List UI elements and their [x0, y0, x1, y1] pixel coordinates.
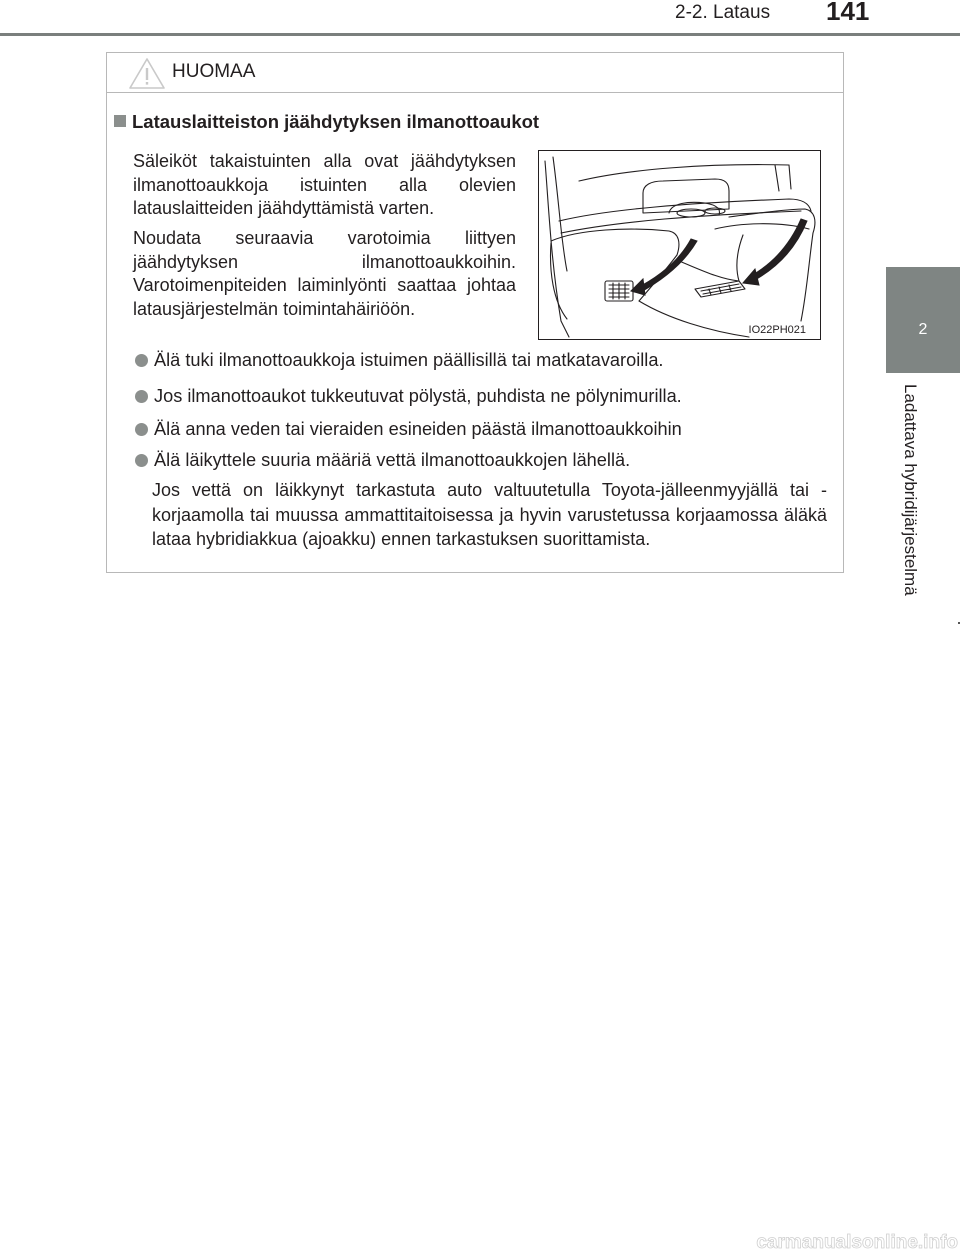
warning-triangle-icon: [128, 57, 166, 90]
chapter-title: Ladattava hybridijärjestelmä: [901, 384, 920, 596]
section-title: 2-2. Lataus: [675, 2, 771, 23]
chapter-number: 2: [918, 321, 928, 338]
bullet-text: Älä anna veden tai vieraiden esineiden päästä ilmanottoaukkoihin: [154, 419, 682, 439]
watermark-text: carmanualsonline.info: [756, 1232, 958, 1253]
round-bullet-icon: [135, 423, 148, 436]
bullet-item: [135, 346, 835, 374]
notice-header: [107, 53, 843, 93]
bullet-text: Älä läikyttele suuria määriä vettä ilmanottoaukkojen lähellä.: [154, 450, 631, 470]
notice-title: HUOMAA: [172, 61, 256, 82]
figure-code: IO22PH021: [748, 324, 806, 336]
site-watermark: [720, 1228, 960, 1254]
section-heading-text: Latauslaitteiston jäähdytyksen ilmanottoaukot: [132, 111, 540, 132]
notice-box: [106, 52, 844, 573]
bullet-text: Jos ilmanottoaukot tukkeutuvat pölystä, puhdista ne pölynimurilla.: [154, 386, 682, 406]
round-bullet-icon: [135, 354, 148, 367]
rear-seat-drawing: [539, 151, 820, 339]
intro-paragraph: Säleiköt takaistuinten alla ovat jäähdytyksen ilmanottoaukkoja istuinten alla olevien latauslaitteiden jäähdyttämistä varten.: [133, 151, 516, 218]
bullet-item: [135, 382, 835, 410]
water-spill-paragraph: Jos vettä on läikkynyt tarkastuta auto valtuutetulla Toyota-jälleenmyyjällä tai -korjaamolla tai muussa ammattitaitoisessa ja hyvin varustetussa korjaamossa äläkä lataa hybridiakkua (ajoakku) ennen tarkastuksen suorittamista.: [152, 480, 827, 549]
page-number: 141: [826, 0, 870, 26]
rear-seat-illustration: [538, 150, 821, 340]
bullet-item: [135, 415, 835, 443]
precaution-paragraph: Noudata seuraavia varotoimia liittyen jäähdytyksen ilmanottoaukkoihin. Varotoimenpiteiden laiminlyönti saattaa johtaa latausjärjestelmän toimintahäiriöön.: [133, 228, 516, 319]
square-bullet-icon: [114, 115, 126, 127]
section-heading: [114, 108, 814, 136]
chapter-tab: [886, 267, 960, 373]
bullet-item: [135, 446, 835, 474]
header-divider: [0, 33, 960, 36]
round-bullet-icon: [135, 390, 148, 403]
bullet-text: Älä tuki ilmanottoaukkoja istuimen päällisillä tai matkatavaroilla.: [154, 350, 664, 370]
round-bullet-icon: [135, 454, 148, 467]
